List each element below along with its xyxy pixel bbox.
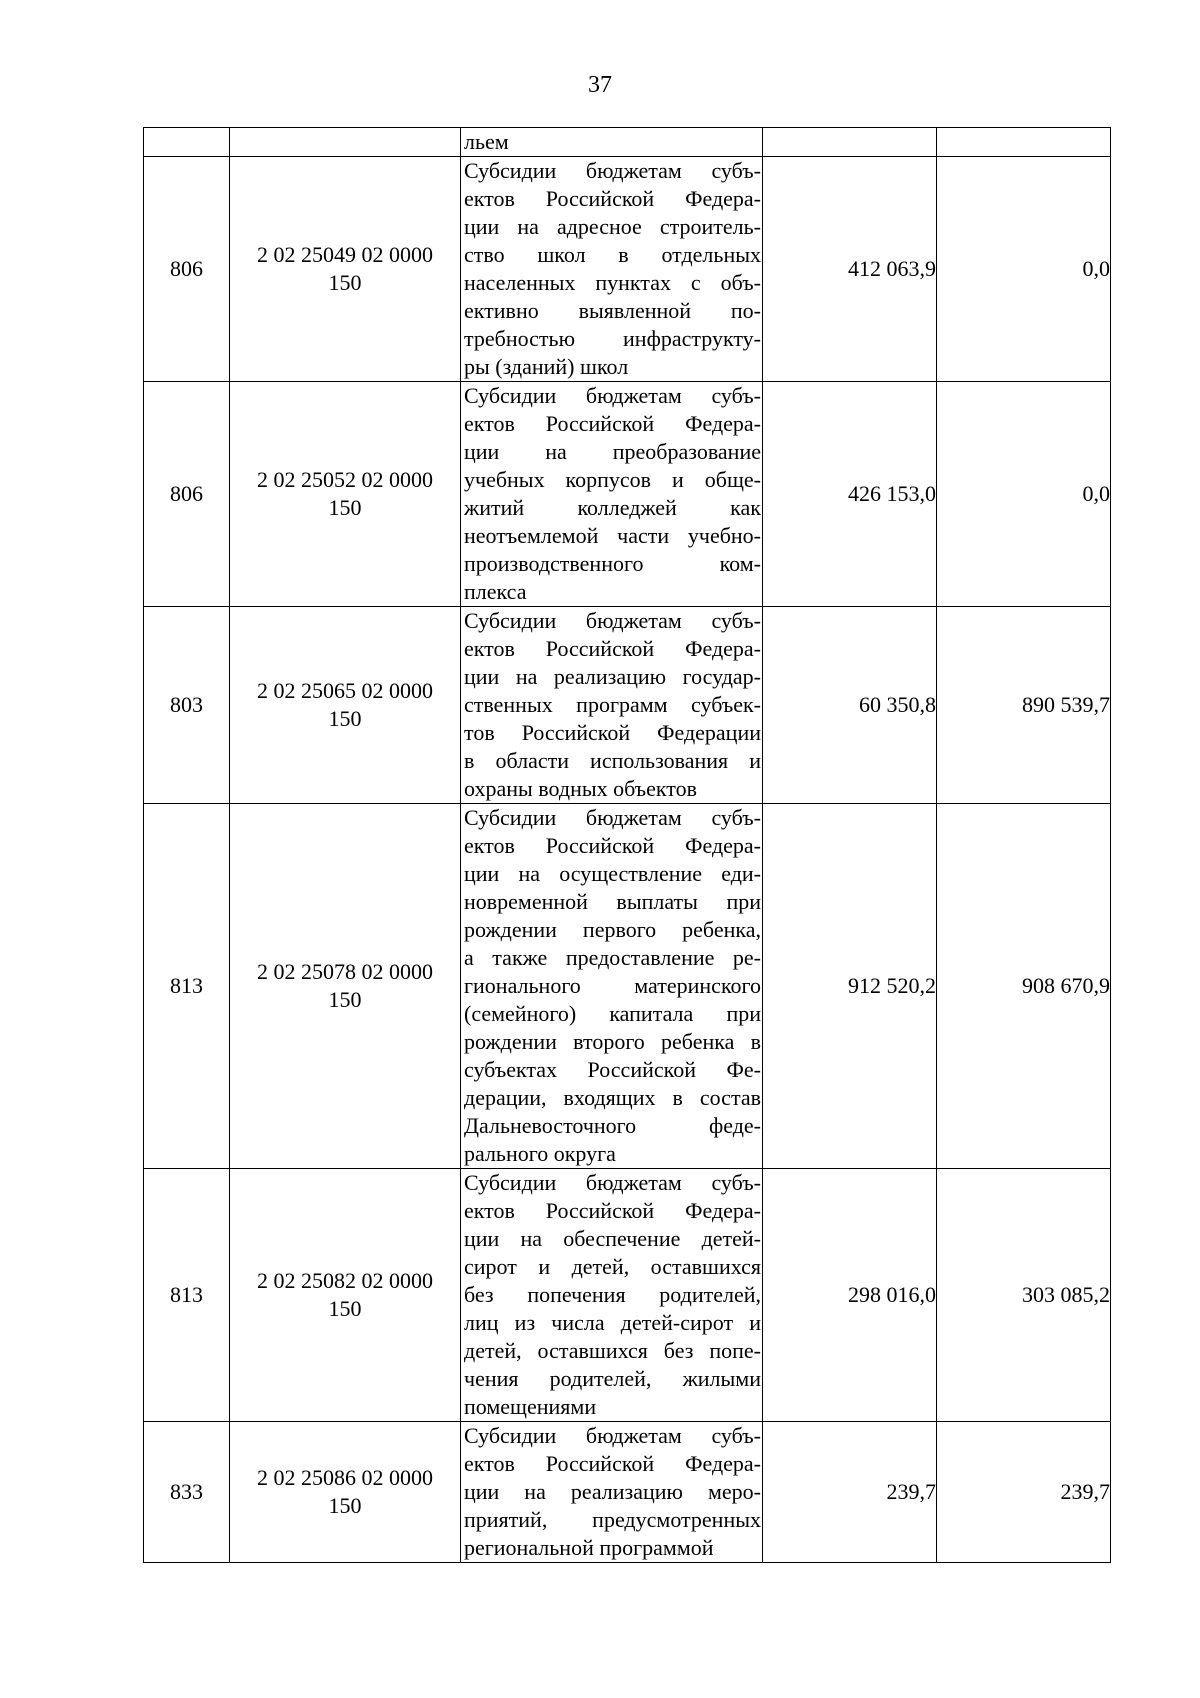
cell-admin-code: 813 (144, 1169, 230, 1422)
name-line: льем (464, 129, 509, 154)
cell-revenue-name (461, 1169, 763, 1422)
name-line: житий колледжей как (464, 495, 761, 520)
table-row (144, 607, 1111, 804)
cell-amount-year1: 912 520,2 (763, 804, 937, 1169)
revenue-code-line: 2 02 25049 02 0000 (257, 242, 433, 267)
name-line: ции на реализацию государ- (464, 664, 761, 689)
name-line: Субсидии бюджетам субъ- (464, 1170, 761, 1195)
revenue-code-line: 2 02 25065 02 0000 (257, 678, 433, 703)
name-line: (семейного) капитала при (464, 1001, 761, 1026)
name-line: Субсидии бюджетам субъ- (464, 383, 761, 408)
name-line: дерации, входящих в состав (464, 1085, 761, 1110)
name-line: требностью инфраструкту- (464, 326, 761, 351)
cell-revenue-code (230, 804, 461, 1169)
name-line: ции на обеспечение детей- (464, 1226, 761, 1251)
name-line: производственного ком- (464, 551, 761, 576)
cell-revenue-name (461, 382, 763, 607)
cell-admin-code: 806 (144, 157, 230, 382)
cell-amount-year2: 0,0 (937, 382, 1111, 607)
cell-amount-year2: 239,7 (937, 1422, 1111, 1563)
budget-table-body (144, 128, 1111, 1563)
cell-amount-year1: 60 350,8 (763, 607, 937, 804)
cell-admin-code: 813 (144, 804, 230, 1169)
name-line: рального округа (464, 1141, 616, 1166)
page-number: 37 (588, 72, 612, 98)
cell-revenue-name (461, 804, 763, 1169)
name-line: ции на реализацию меро- (464, 1479, 761, 1504)
name-line: плекса (464, 579, 527, 604)
name-line: ции на преобразование (464, 439, 761, 464)
name-line: неотъемлемой части учебно- (464, 523, 761, 548)
table-row (144, 157, 1111, 382)
name-line: в области использования и (464, 748, 761, 773)
revenue-code-line: 2 02 25082 02 0000 (257, 1268, 433, 1293)
cell-amount-year2: 303 085,2 (937, 1169, 1111, 1422)
cell-amount-year2: 908 670,9 (937, 804, 1111, 1169)
table-row (144, 1169, 1111, 1422)
name-line: Субсидии бюджетам субъ- (464, 158, 761, 183)
name-line: гионального материнского (464, 973, 761, 998)
cell-revenue-code (230, 128, 461, 157)
cell-revenue-code (230, 1169, 461, 1422)
cell-admin-code: 833 (144, 1422, 230, 1563)
cell-amount-year1: 298 016,0 (763, 1169, 937, 1422)
name-line: тов Российской Федерации (464, 720, 761, 745)
cell-revenue-code (230, 157, 461, 382)
name-line: ектов Российской Федера- (464, 833, 761, 858)
name-line: ектов Российской Федера- (464, 411, 761, 436)
name-line: а также предоставление ре- (464, 945, 761, 970)
revenue-code-line: 150 (328, 706, 362, 731)
name-line: рождении первого ребенка, (464, 917, 761, 942)
name-line: Субсидии бюджетам субъ- (464, 805, 761, 830)
name-line: рождении второго ребенка в (464, 1029, 761, 1054)
cell-admin-code: 803 (144, 607, 230, 804)
cell-revenue-code (230, 607, 461, 804)
table-row-continuation (144, 128, 1111, 157)
name-line: ектов Российской Федера- (464, 1198, 761, 1223)
cell-amount-year1: 426 153,0 (763, 382, 937, 607)
name-line: региональной программой (464, 1535, 714, 1560)
name-line: лиц из числа детей-сирот и (464, 1310, 761, 1335)
revenue-code-line: 2 02 25052 02 0000 (257, 467, 433, 492)
cell-amount-year1: 412 063,9 (763, 157, 937, 382)
name-line: Субсидии бюджетам субъ- (464, 608, 761, 633)
name-line: детей, оставшихся без попе- (464, 1338, 761, 1363)
cell-amount-year1 (763, 128, 937, 157)
table-row (144, 1422, 1111, 1563)
name-line: ры (зданий) школ (464, 354, 629, 379)
cell-revenue-name (461, 1422, 763, 1563)
name-line: ектов Российской Федера- (464, 1451, 761, 1476)
name-line: помещениями (464, 1394, 597, 1419)
name-line: чения родителей, жилыми (464, 1366, 761, 1391)
name-line: новременной выплаты при (464, 889, 761, 914)
name-line: ектов Российской Федера- (464, 636, 761, 661)
name-line: Дальневосточного феде- (464, 1113, 761, 1138)
revenue-code-line: 2 02 25086 02 0000 (257, 1465, 433, 1490)
name-line: ции на осуществление еди- (464, 861, 761, 886)
name-line: населенных пунктах с объ- (464, 270, 761, 295)
name-line: ственных программ субъек- (464, 692, 761, 717)
revenue-code-line: 150 (328, 987, 362, 1012)
revenue-code-line: 150 (328, 270, 362, 295)
name-line: субъектах Российской Фе- (464, 1057, 761, 1082)
table-row (144, 804, 1111, 1169)
name-line: сирот и детей, оставшихся (464, 1254, 761, 1279)
name-line: учебных корпусов и обще- (464, 467, 761, 492)
revenue-code-line: 2 02 25078 02 0000 (257, 959, 433, 984)
cell-revenue-code (230, 1422, 461, 1563)
cell-amount-year2 (937, 128, 1111, 157)
cell-amount-year2: 890 539,7 (937, 607, 1111, 804)
cell-revenue-name (461, 157, 763, 382)
name-line: охраны водных объектов (464, 776, 698, 801)
name-line: ективно выявленной по- (464, 298, 761, 323)
revenue-code-line: 150 (328, 495, 362, 520)
budget-table (143, 127, 1111, 1563)
name-line: ектов Российской Федера- (464, 186, 761, 211)
name-line: приятий, предусмотренных (464, 1507, 761, 1532)
cell-admin-code (144, 128, 230, 157)
cell-amount-year2: 0,0 (937, 157, 1111, 382)
cell-revenue-name (461, 607, 763, 804)
cell-admin-code: 806 (144, 382, 230, 607)
table-row (144, 382, 1111, 607)
revenue-code-line: 150 (328, 1493, 362, 1518)
cell-amount-year1: 239,7 (763, 1422, 937, 1563)
name-line: без попечения родителей, (464, 1282, 761, 1307)
name-line: ции на адресное строитель- (464, 214, 761, 239)
cell-revenue-name (461, 128, 763, 157)
cell-revenue-code (230, 382, 461, 607)
revenue-code-line: 150 (328, 1296, 362, 1321)
name-line: Субсидии бюджетам субъ- (464, 1423, 761, 1448)
name-line: ство школ в отдельных (464, 242, 761, 267)
